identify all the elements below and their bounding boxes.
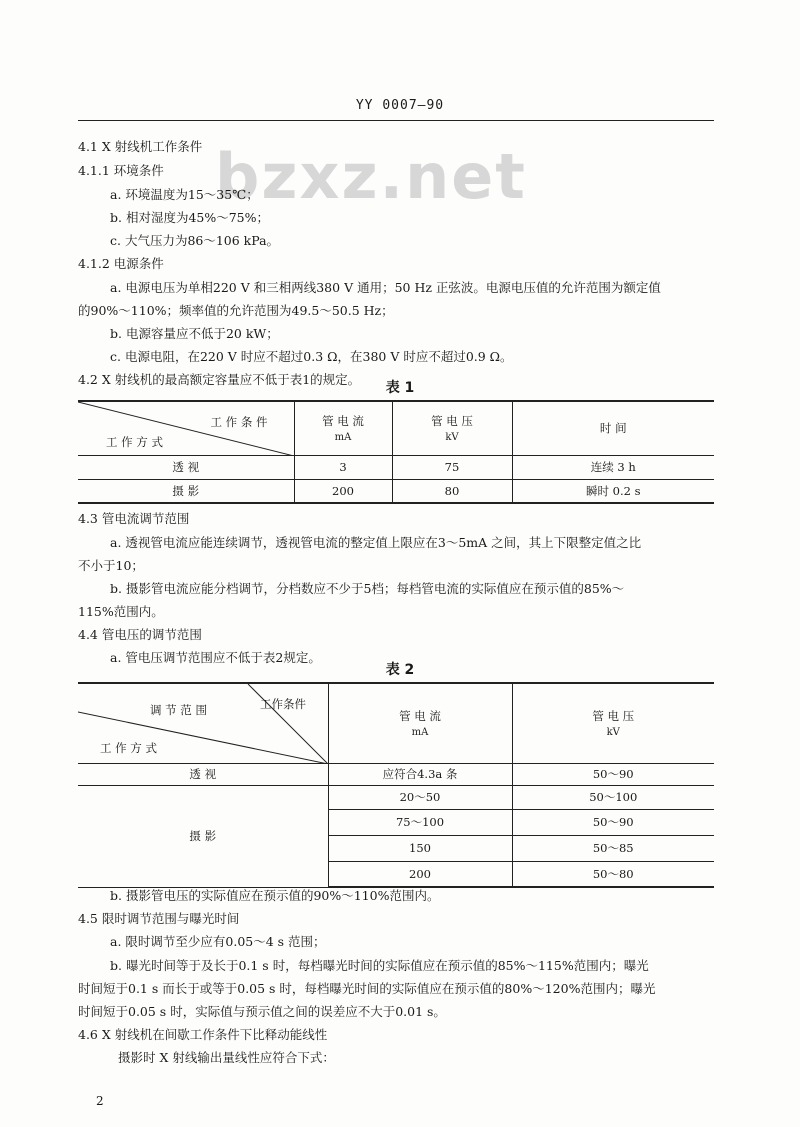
table-row: 透 视 3 75 连续 3 h — [78, 455, 714, 479]
power-item-a-line1: a. 电源电压为单相220 V 和三相两线380 V 通用；50 Hz 正弦波。电源电压值的允许范围为额定值 — [110, 280, 661, 295]
section-4-6-text: 摄影时 X 射线输出量线性应符合下式： — [118, 1050, 335, 1065]
section-4-1-2-title: 4.1.2 电源条件 — [78, 256, 164, 271]
table2-header-mode: 工 作 方 式 — [100, 741, 157, 755]
page-number: 2 — [96, 1094, 104, 1108]
voltage-item-a: a. 管电压调节范围应不低于表2规定。 — [110, 650, 321, 665]
table-row: 摄 影 20～50 50～100 — [78, 785, 714, 809]
table2-radiography-mode: 摄 影 — [78, 785, 328, 887]
current-item-b-line1: b. 摄影管电流应能分档调节，分档数应不少于5档；每档管电流的实际值应在预示值的85%～ — [110, 581, 625, 596]
power-item-a-line2: 的90%～110%；频率值的允许范围为49.5～50.5 Hz； — [78, 303, 394, 318]
section-4-5-title: 4.5 限时调节范围与曝光时间 — [78, 911, 240, 926]
table1-caption: 表 1 — [385, 380, 415, 396]
env-item-b: b. 相对湿度为45%～75%； — [110, 210, 270, 225]
voltage-item-b: b. 摄影管电压的实际值应在预示值的90%～110%范围内。 — [110, 888, 440, 903]
current-item-b-line2: 115%范围内。 — [78, 604, 164, 619]
table2-diagonal-header — [78, 683, 328, 763]
table2-col-voltage: 管 电 压 kV — [512, 683, 714, 763]
table2 — [78, 682, 714, 888]
table1-col-voltage: 管 电 压 kV — [392, 401, 512, 455]
section-4-2-text: 4.2 X 射线机的最高额定容量应不低于表1的规定。 — [78, 372, 361, 387]
header-rule — [78, 120, 714, 121]
table1-col-time: 时 间 — [512, 401, 714, 455]
table1-header-mode: 工 作 方 式 — [106, 435, 163, 449]
table1-diagonal-header — [78, 401, 294, 455]
current-item-a-line1: a. 透视管电流应能连续调节，透视管电流的整定值上限应在3～5mA 之间，其上下限整定值之比 — [110, 535, 642, 550]
table2-header-condition: 工作条件 — [260, 697, 306, 711]
watermark: bzxz.net — [215, 140, 527, 213]
section-4-1-1-title: 4.1.1 环境条件 — [78, 163, 164, 178]
power-item-c: c. 电源电阻，在220 V 时应不超过0.3 Ω，在380 V 时应不超过0.9 Ω。 — [110, 349, 513, 364]
table1-header-condition: 工 作 条 件 — [210, 415, 268, 429]
table-row: 摄 影 200 80 瞬时 0.2 s — [78, 479, 714, 503]
section-4-3-title: 4.3 管电流调节范围 — [78, 511, 190, 526]
time-item-b-line3: 时间短于0.05 s 时，实际值与预示值之间的误差应不大于0.01 s。 — [78, 1004, 446, 1019]
standard-code-header: YY 0007—90 — [355, 98, 445, 113]
section-4-1-title: 4.1 X 射线机工作条件 — [78, 139, 203, 154]
table2-col-current: 管 电 流 mA — [328, 683, 512, 763]
table-row: 200 50～80 — [78, 861, 714, 887]
power-item-b: b. 电源容量应不低于20 kW； — [110, 326, 279, 341]
time-item-b-line1: b. 曝光时间等于及长于0.1 s 时，每档曝光时间的实际值应在预示值的85%～115%范围内；曝光 — [110, 958, 649, 973]
current-item-a-line2: 不小于10； — [78, 558, 144, 573]
table-row: 75～100 50～90 — [78, 809, 714, 835]
table-row: 透 视 应符合4.3a 条 50～90 — [78, 763, 714, 785]
time-item-b-line2: 时间短于0.1 s 而长于或等于0.05 s 时，每档曝光时间的实际值应在预示值的80%～120%范围内；曝光 — [78, 981, 656, 996]
env-item-c: c. 大气压力为86～106 kPa。 — [110, 233, 280, 248]
time-item-a: a. 限时调节至少应有0.05～4 s 范围； — [110, 934, 326, 949]
section-4-6-title: 4.6 X 射线机在间歇工作条件下比释动能线性 — [78, 1027, 328, 1042]
section-4-4-title: 4.4 管电压的调节范围 — [78, 627, 202, 642]
table2-header-range: 调 节 范 围 — [150, 703, 207, 717]
env-item-a: a. 环境温度为15～35℃； — [110, 187, 259, 202]
table1 — [78, 400, 714, 504]
table2-caption: 表 2 — [385, 662, 415, 678]
table-row: 150 50～85 — [78, 835, 714, 861]
table1-col-current: 管 电 流 mA — [294, 401, 392, 455]
